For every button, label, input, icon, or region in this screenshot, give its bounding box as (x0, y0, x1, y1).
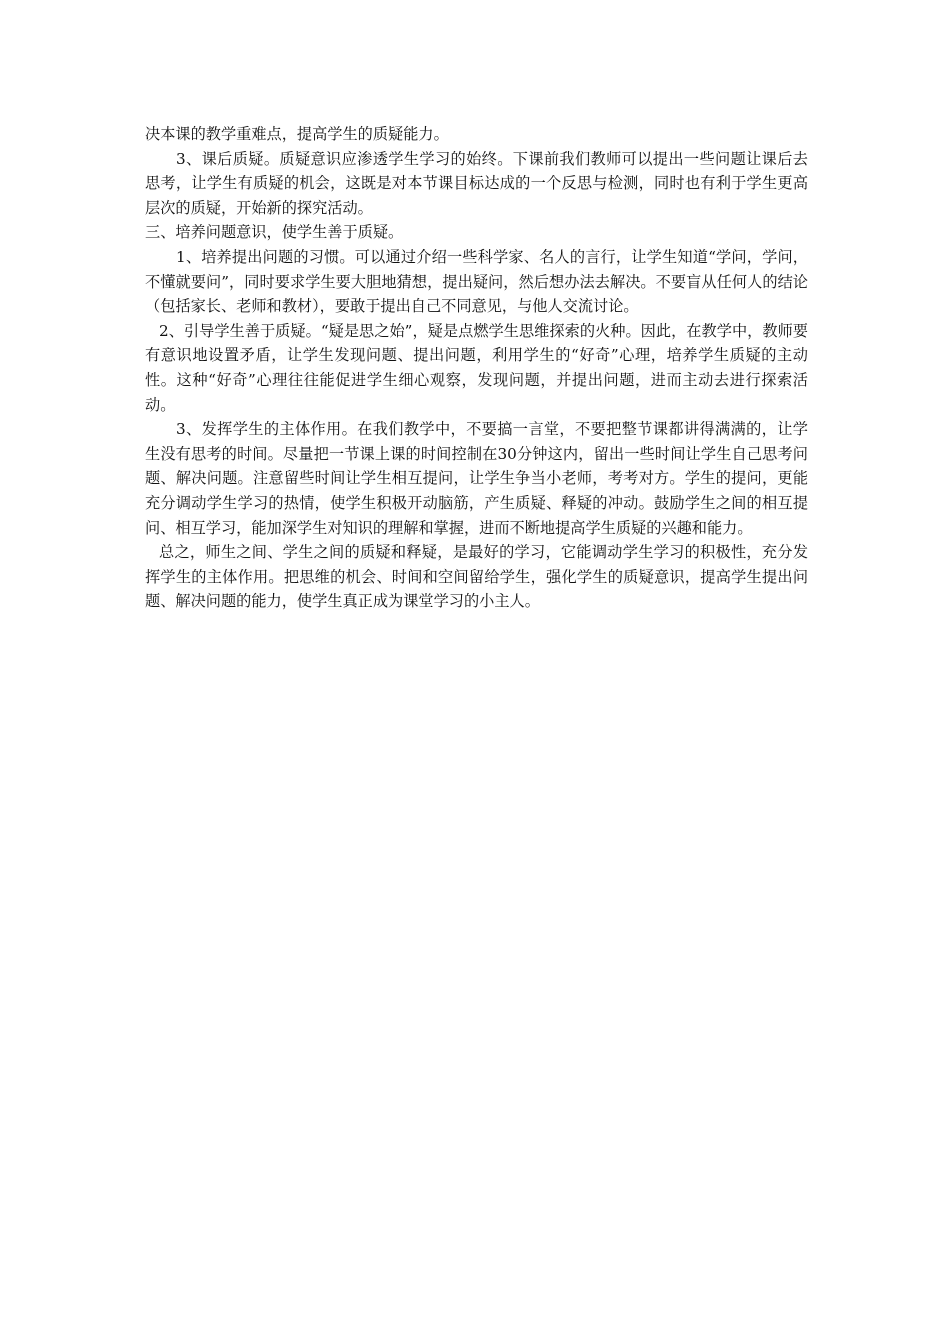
paragraph-after-class-questioning: 3、课后质疑。质疑意识应渗透学生学习的始终。下课前我们教师可以提出一些问题让课后去思考，让学生有质疑的机会，这既是对本节课目标达成的一个反思与检测，同时也有利于学生更高层次的质疑，开始新的探究活动。 (145, 149, 808, 217)
paragraph-student-subject-role: 3、发挥学生的主体作用。在我们教学中，不要搞一言堂，不要把整节课都讲得满满的，让学生没有思考的时间。尽量把一节课上课的时间控制在30分钟这内，留出一些时间让学生自己思考问题、解决问题。注意留些时间让学生相互提问，让学生争当小老师，考考对方。学生的提问，更能充分调动学生学习的热情，使学生积极开动脑筋，产生质疑、释疑的冲动。鼓励学生之间的相互提问、相互学习，能加深学生对知识的理解和掌握，进而不断地提高学生质疑的兴趣和能力。 (145, 420, 808, 537)
paragraph-habit-of-asking: 1、培养提出问题的习惯。可以通过介绍一些科学家、名人的言行，让学生知道“学问，学问，不懂就要问”，同时要求学生要大胆地猜想，提出疑问，然后想办法去解决。不要盲从任何人的结论（包括家长、老师和教材），要敢于提出自己不同意见，与他人交流讨论。 (145, 247, 808, 316)
paragraph-continuation: 决本课的教学重难点，提高学生的质疑能力。 (145, 125, 449, 143)
paragraph-guide-questioning: 2、引导学生善于质疑。“疑是思之始”，疑是点燃学生思维探索的火种。因此，在教学中，教师要有意识地设置矛盾，让学生发现问题、提出问题，利用学生的“好奇”心理，培养学生质疑的主动性。这种“好奇”心理往往能促进学生细心观察，发现问题，并提出问题，进而主动去进行探索活动。 (145, 321, 808, 414)
document-page (145, 122, 808, 614)
paragraph-conclusion: 总之，师生之间、学生之间的质疑和释疑，是最好的学习，它能调动学生学习的积极性，充分发挥学生的主体作用。把思维的机会、时间和空间留给学生，强化学生的质疑意识，提高学生提出问题、解决问题的能力，使学生真正成为课堂学习的小主人。 (145, 543, 808, 611)
section-heading-3: 三、培养问题意识，使学生善于质疑。 (145, 223, 404, 242)
